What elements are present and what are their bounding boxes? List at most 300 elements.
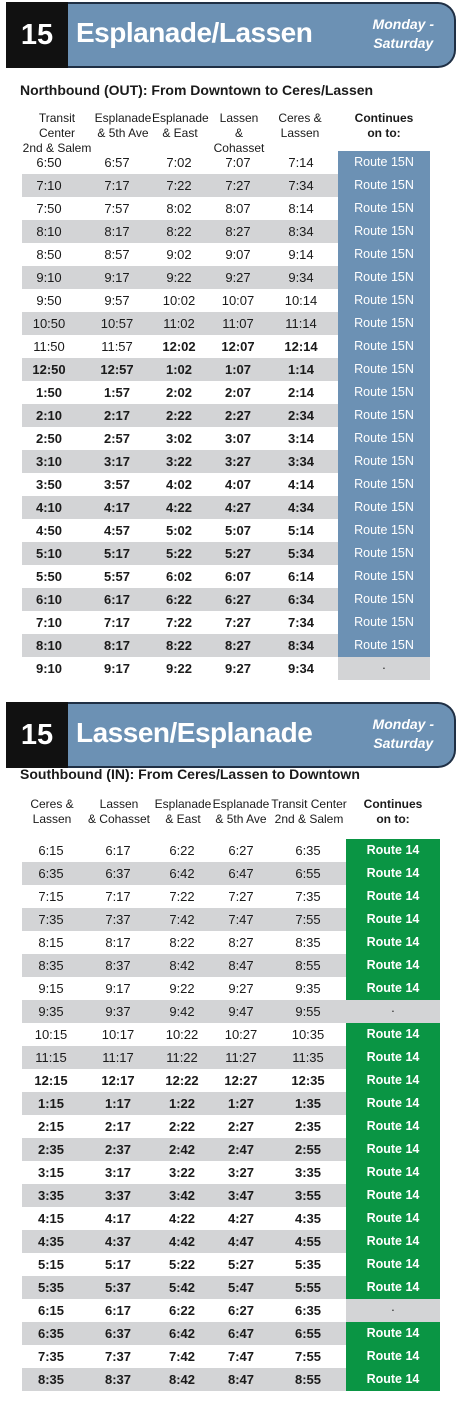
continues-route-cell: Route 15N (338, 634, 430, 657)
table-row (0, 542, 464, 565)
time-cell: 9:07 (225, 247, 251, 262)
time-cell: 8:50 (36, 247, 62, 262)
continues-route-cell: Route 15N (338, 266, 430, 289)
route-number-badge: 15 (6, 702, 68, 768)
column-header: Transit Center 2nd & Salem (22, 111, 92, 155)
time-cell: 1:35 (294, 1096, 322, 1111)
continues-route-cell: Route 15N (338, 289, 430, 312)
time-cell: 8:10 (35, 638, 63, 653)
time-cell: 9:50 (36, 293, 62, 308)
time-cell: 6:37 (105, 866, 131, 881)
time-cell: 4:55 (294, 1234, 322, 1249)
time-cell: 2:10 (35, 408, 63, 423)
time-cell: 9:35 (38, 1004, 64, 1019)
service-days (373, 15, 434, 53)
time-cell: 10:02 (162, 293, 196, 308)
time-cell: 7:55 (295, 912, 321, 927)
continues-route-cell: Route 14 (346, 954, 440, 977)
time-cell: 6:22 (169, 843, 195, 858)
time-cell: 3:27 (224, 454, 252, 469)
column-header: Esplanade & East (154, 797, 212, 826)
time-cell: 4:35 (37, 1234, 65, 1249)
time-cell: 3:55 (294, 1188, 322, 1203)
time-cell: 3:35 (294, 1165, 322, 1180)
table-row (0, 381, 464, 404)
table-row (0, 519, 464, 542)
time-cell: 11:50 (33, 339, 65, 354)
table-row (0, 220, 464, 243)
time-cell: 4:02 (165, 477, 193, 492)
time-cell: 2:55 (294, 1142, 322, 1157)
time-cell: 4:17 (104, 1211, 132, 1226)
time-cell: 8:34 (288, 224, 314, 239)
time-cell: 1:15 (37, 1096, 65, 1111)
continues-route-cell: Route 14 (346, 1276, 440, 1299)
time-cell: 3:42 (168, 1188, 196, 1203)
column-header: Ceres & Lassen (30, 797, 74, 826)
time-cell: 6:27 (227, 1303, 255, 1318)
time-cell: 7:10 (36, 178, 62, 193)
time-cell: 1:17 (104, 1096, 132, 1111)
time-cell: 4:17 (103, 500, 131, 515)
route-title: Lassen/Esplanade (76, 717, 313, 748)
table-row (0, 611, 464, 634)
time-cell: 7:22 (165, 615, 193, 630)
time-cell: 10:07 (221, 293, 255, 308)
time-cell: 11:57 (101, 339, 133, 354)
time-cell: 3:22 (168, 1165, 196, 1180)
column-header: Transit Center 2nd & Salem (271, 797, 347, 826)
table-row (0, 197, 464, 220)
time-cell: 9:15 (38, 981, 64, 996)
service-days-line2: Saturday (373, 35, 434, 51)
time-cell: 5:22 (165, 546, 193, 561)
time-cell: 9:17 (104, 270, 130, 285)
time-cell: 8:37 (104, 1372, 132, 1387)
continues-route-cell: Route 14 (346, 1069, 440, 1092)
time-cell: 3:37 (104, 1188, 132, 1203)
time-cell: 4:15 (37, 1211, 65, 1226)
time-cell: 6:57 (104, 155, 130, 170)
continues-route-cell: Route 15N (338, 243, 430, 266)
continues-route-cell: Route 15N (338, 381, 430, 404)
time-cell: 4:47 (227, 1234, 255, 1249)
time-cell: 9:47 (228, 1004, 254, 1019)
time-cell: 7:17 (103, 615, 131, 630)
time-cell: 6:35 (295, 843, 321, 858)
time-cell: 2:50 (35, 431, 63, 446)
time-cell: 6:35 (294, 1303, 322, 1318)
continues-route-cell: Route 15N (338, 519, 430, 542)
time-cell: 5:42 (168, 1280, 196, 1295)
time-cell: 6:15 (37, 1303, 65, 1318)
time-cell: 10:22 (165, 1027, 199, 1042)
time-cell: 12:15 (34, 1073, 68, 1088)
column-header: Esplanade & 5th Ave (94, 111, 152, 140)
time-cell: 4:22 (165, 500, 193, 515)
time-cell: 6:35 (38, 866, 64, 881)
time-cell: 7:27 (225, 178, 251, 193)
continues-route-cell: Route 14 (346, 1023, 440, 1046)
time-cell: 8:55 (295, 958, 321, 973)
time-cell: 7:42 (169, 912, 195, 927)
time-cell: 11:22 (166, 1050, 198, 1065)
time-cell: 2:17 (103, 408, 131, 423)
time-cell: 4:27 (224, 500, 252, 515)
northbound-schedule (0, 0, 464, 676)
time-cell: 8:55 (294, 1372, 322, 1387)
table-row (0, 1069, 464, 1092)
column-header: Lassen & Cohasset (87, 797, 151, 826)
time-cell: 4:50 (35, 523, 63, 538)
route-title-banner (68, 2, 456, 68)
time-cell: 1:50 (35, 385, 63, 400)
time-cell: 4:07 (224, 477, 252, 492)
time-cell: 6:50 (36, 155, 62, 170)
continues-route-cell: Route 15N (338, 427, 430, 450)
schedule-header (0, 700, 464, 770)
time-cell: 8:47 (227, 1372, 255, 1387)
table-row (0, 565, 464, 588)
column-header: Ceres & Lassen (278, 111, 322, 140)
time-cell: 8:17 (104, 224, 130, 239)
time-cell: 4:42 (168, 1234, 196, 1249)
table-row (0, 358, 464, 381)
time-cell: 7:57 (104, 201, 130, 216)
time-cell: 9:27 (225, 270, 251, 285)
time-cell: 12:14 (284, 339, 318, 354)
time-cell: 12:02 (162, 339, 196, 354)
table-row (0, 1276, 464, 1299)
continues-route-cell: Route 14 (346, 1345, 440, 1368)
table-row (0, 1253, 464, 1276)
time-cell: 5:02 (165, 523, 193, 538)
table-row (0, 1368, 464, 1391)
time-cell: 8:22 (165, 638, 193, 653)
table-row (0, 1092, 464, 1115)
table-row (0, 243, 464, 266)
continues-route-cell: Route 14 (346, 885, 440, 908)
time-cell: 3:17 (104, 1165, 132, 1180)
time-cell: 7:27 (228, 889, 254, 904)
time-cell: 5:57 (103, 569, 131, 584)
time-cell: 2:17 (104, 1119, 132, 1134)
table-row (0, 588, 464, 611)
table-row (0, 1299, 464, 1322)
time-cell: 1:07 (224, 362, 252, 377)
table-row (0, 496, 464, 519)
continues-route-cell: Route 14 (346, 1253, 440, 1276)
time-cell: 9:14 (288, 247, 314, 262)
table-row (0, 839, 464, 862)
time-cell: 8:35 (37, 1372, 65, 1387)
time-cell: 6:42 (169, 866, 195, 881)
time-cell: 10:57 (100, 316, 134, 331)
time-cell: 7:10 (35, 615, 63, 630)
time-cell: 2:47 (227, 1142, 255, 1157)
time-cell: 2:34 (287, 408, 315, 423)
time-cell: 9:55 (295, 1004, 321, 1019)
service-days-line1: Monday - (372, 16, 434, 32)
table-row (0, 885, 464, 908)
time-cell: 2:27 (227, 1119, 255, 1134)
time-cell: 7:34 (288, 178, 314, 193)
time-cell: 2:15 (37, 1119, 65, 1134)
table-row (0, 1000, 464, 1023)
time-cell: 6:17 (104, 1303, 132, 1318)
time-cell: 11:14 (285, 316, 317, 331)
time-cell: 2:57 (103, 431, 131, 446)
time-cell: 12:27 (224, 1073, 258, 1088)
time-cell: 11:35 (292, 1050, 324, 1065)
time-cell: 6:42 (168, 1326, 196, 1341)
time-cell: 1:22 (168, 1096, 196, 1111)
time-cell: 8:42 (169, 958, 195, 973)
continues-route-cell: Route 15N (338, 404, 430, 427)
time-cell: 3:57 (103, 477, 131, 492)
time-cell: 6:55 (294, 1326, 322, 1341)
time-cell: 9:10 (36, 270, 62, 285)
time-cell: 6:14 (287, 569, 315, 584)
time-cell: 7:22 (169, 889, 195, 904)
time-cell: 8:42 (168, 1372, 196, 1387)
time-cell: 5:35 (37, 1280, 65, 1295)
table-row (0, 266, 464, 289)
time-cell: 8:14 (288, 201, 314, 216)
time-cell: 7:15 (38, 889, 64, 904)
continues-route-cell: Route 14 (346, 931, 440, 954)
table-row (0, 1345, 464, 1368)
time-cell: 6:22 (168, 1303, 196, 1318)
time-cell: 9:17 (103, 661, 131, 676)
time-cell: 7:47 (228, 912, 254, 927)
time-cell: 6:47 (227, 1326, 255, 1341)
time-cell: 9:10 (35, 661, 63, 676)
service-days-line2: Saturday (373, 735, 434, 751)
time-cell: 2:07 (224, 385, 252, 400)
time-cell: 7:35 (37, 1349, 65, 1364)
table-row (0, 931, 464, 954)
time-cell: 6:34 (287, 592, 315, 607)
time-cell: 3:47 (227, 1188, 255, 1203)
time-cell: 5:17 (103, 546, 131, 561)
continues-route-cell: Route 15N (338, 197, 430, 220)
time-cell: 8:47 (228, 958, 254, 973)
continues-route-cell: Route 14 (346, 1092, 440, 1115)
time-cell: 1:14 (287, 362, 315, 377)
time-cell: 9:17 (105, 981, 131, 996)
time-cell: 1:27 (227, 1096, 255, 1111)
continues-route-cell: Route 14 (346, 1230, 440, 1253)
time-cell: 9:34 (288, 270, 314, 285)
time-cell: 5:34 (287, 546, 315, 561)
time-cell: 12:22 (165, 1073, 199, 1088)
table-row (0, 1207, 464, 1230)
time-cell: 3:15 (37, 1165, 65, 1180)
table-row (0, 1161, 464, 1184)
table-row (0, 427, 464, 450)
continues-route-cell: · (346, 1000, 440, 1023)
time-cell: 8:27 (225, 224, 251, 239)
time-cell: 8:07 (225, 201, 251, 216)
time-cell: 3:22 (165, 454, 193, 469)
table-row (0, 473, 464, 496)
table-row (0, 335, 464, 358)
continues-route-cell: Route 14 (346, 839, 440, 862)
table-row (0, 1138, 464, 1161)
time-cell: 4:14 (287, 477, 315, 492)
time-cell: 5:27 (224, 546, 252, 561)
time-cell: 7:22 (166, 178, 192, 193)
continues-route-cell: Route 14 (346, 1138, 440, 1161)
time-cell: 7:35 (38, 912, 64, 927)
time-cell: 2:14 (287, 385, 315, 400)
time-cell: 6:17 (103, 592, 131, 607)
time-cell: 9:27 (224, 661, 252, 676)
time-cell: 2:35 (37, 1142, 65, 1157)
time-cell: 6:35 (37, 1326, 65, 1341)
time-cell: 7:02 (166, 155, 192, 170)
continues-route-cell: Route 14 (346, 1368, 440, 1391)
time-cell: 4:10 (35, 500, 63, 515)
time-cell: 5:22 (168, 1257, 196, 1272)
time-cell: 9:57 (104, 293, 130, 308)
time-cell: 9:27 (228, 981, 254, 996)
time-cell: 7:42 (168, 1349, 196, 1364)
continues-route-cell: Route 15N (338, 358, 430, 381)
direction-heading: Southbound (IN): From Ceres/Lassen to Downtown (20, 766, 360, 782)
continues-route-cell: Route 15N (338, 174, 430, 197)
table-row (0, 908, 464, 931)
time-cell: 8:27 (224, 638, 252, 653)
time-cell: 3:35 (37, 1188, 65, 1203)
time-cell: 2:42 (168, 1142, 196, 1157)
time-cell: 9:22 (169, 981, 195, 996)
time-cell: 2:37 (104, 1142, 132, 1157)
direction-heading: Northbound (OUT): From Downtown to Ceres/Lassen (20, 82, 374, 98)
time-cell: 8:17 (105, 935, 131, 950)
time-cell: 5:14 (287, 523, 315, 538)
time-cell: 2:35 (294, 1119, 322, 1134)
continues-route-cell: Route 15N (338, 220, 430, 243)
table-row (0, 174, 464, 197)
time-cell: 7:35 (295, 889, 321, 904)
time-cell: 5:07 (224, 523, 252, 538)
continues-route-cell: Route 14 (346, 908, 440, 931)
time-cell: 7:07 (225, 155, 251, 170)
time-cell: 8:02 (166, 201, 192, 216)
time-cell: 8:35 (38, 958, 64, 973)
continues-route-cell: Route 14 (346, 1161, 440, 1184)
time-cell: 12:07 (221, 339, 255, 354)
time-cell: 5:37 (104, 1280, 132, 1295)
table-row (0, 657, 464, 680)
table-row (0, 151, 464, 174)
continues-route-cell: · (338, 657, 430, 680)
continues-route-cell: Route 15N (338, 611, 430, 634)
time-cell: 2:02 (165, 385, 193, 400)
table-row (0, 404, 464, 427)
time-cell: 10:15 (34, 1027, 68, 1042)
time-cell: 11:15 (35, 1050, 67, 1065)
time-cell: 3:50 (35, 477, 63, 492)
continues-route-cell: Route 14 (346, 977, 440, 1000)
continues-route-cell: Route 15N (338, 335, 430, 358)
time-cell: 10:14 (284, 293, 318, 308)
route-title: Esplanade/Lassen (76, 17, 313, 48)
table-row (0, 1322, 464, 1345)
continues-route-cell: Route 14 (346, 1115, 440, 1138)
continues-route-cell: Route 15N (338, 542, 430, 565)
time-cell: 7:37 (105, 912, 131, 927)
service-days-line1: Monday - (372, 716, 434, 732)
continues-route-cell: Route 15N (338, 151, 430, 174)
time-cell: 7:27 (224, 615, 252, 630)
southbound-schedule (0, 700, 464, 1387)
time-cell: 7:17 (105, 889, 131, 904)
time-cell: 7:47 (227, 1349, 255, 1364)
continues-route-cell: Route 15N (338, 496, 430, 519)
table-row (0, 1023, 464, 1046)
column-header: Esplanade & 5th Ave (212, 797, 270, 826)
continues-route-cell: Route 14 (346, 862, 440, 885)
continues-route-cell: Route 14 (346, 1184, 440, 1207)
time-cell: 7:14 (288, 155, 314, 170)
table-row (0, 289, 464, 312)
time-cell: 1:02 (165, 362, 193, 377)
time-cell: 9:22 (165, 661, 193, 676)
time-cell: 9:22 (166, 270, 192, 285)
time-cell: 6:47 (228, 866, 254, 881)
time-cell: 5:50 (35, 569, 63, 584)
time-cell: 1:57 (103, 385, 131, 400)
time-cell: 4:22 (168, 1211, 196, 1226)
time-cell: 9:42 (169, 1004, 195, 1019)
time-cell: 3:02 (165, 431, 193, 446)
time-cell: 5:47 (227, 1280, 255, 1295)
service-days (373, 715, 434, 753)
time-cell: 9:02 (166, 247, 192, 262)
time-cell: 9:34 (287, 661, 315, 676)
continues-route-cell: Route 15N (338, 565, 430, 588)
time-cell: 10:50 (32, 316, 66, 331)
time-cell: 4:27 (227, 1211, 255, 1226)
continues-route-cell: Route 15N (338, 312, 430, 335)
time-cell: 9:37 (105, 1004, 131, 1019)
table-row (0, 954, 464, 977)
time-cell: 3:14 (287, 431, 315, 446)
schedule-header (0, 0, 464, 70)
time-cell: 4:37 (104, 1234, 132, 1249)
time-cell: 10:35 (291, 1027, 325, 1042)
time-cell: 8:34 (287, 638, 315, 653)
time-cell: 4:35 (294, 1211, 322, 1226)
time-cell: 4:34 (287, 500, 315, 515)
time-cell: 7:55 (294, 1349, 322, 1364)
time-cell: 5:17 (104, 1257, 132, 1272)
time-cell: 6:55 (295, 866, 321, 881)
timetable-rows (0, 839, 464, 1391)
time-cell: 11:17 (102, 1050, 134, 1065)
time-cell: 12:35 (291, 1073, 325, 1088)
time-cell: 8:57 (104, 247, 130, 262)
continues-route-cell: Route 14 (346, 1046, 440, 1069)
continues-route-cell: Route 14 (346, 1322, 440, 1345)
time-cell: 7:17 (104, 178, 130, 193)
time-cell: 2:22 (165, 408, 193, 423)
time-cell: 7:34 (287, 615, 315, 630)
time-cell: 8:35 (295, 935, 321, 950)
